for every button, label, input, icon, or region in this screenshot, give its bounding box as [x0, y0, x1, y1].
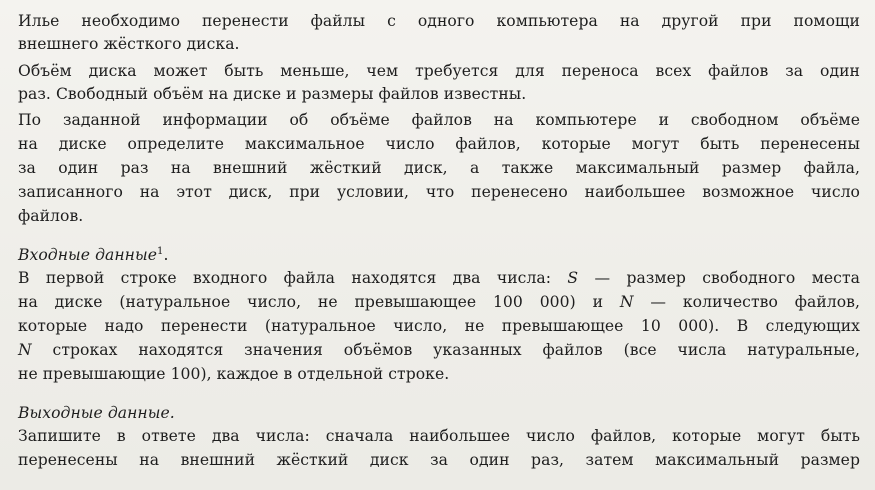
input-data-heading-period: . [163, 246, 169, 264]
input-line-1-part-b: — размер свободного места [578, 269, 860, 287]
input-data-line-4 [18, 339, 860, 362]
input-data-heading-text: Входные данные [18, 246, 158, 264]
input-data-line-3: которые надо перенести (натуральное число, не превышающее 10 000). В следующих [18, 317, 860, 335]
paragraph-3-line-5: файлов. [18, 207, 84, 225]
input-line-4-part-b: строках находятся значения объёмов указанных файлов (все числа натуральные, [31, 341, 860, 359]
paragraph-3-line-1: По заданной информации об объёме файлов на компьютере и свободном объёме [18, 111, 860, 129]
paragraph-2-line-2: раз. Свободный объём на диске и размеры файлов известны. [18, 85, 527, 103]
output-data-line-2: перенесены на внешний жёсткий диск за один раз, затем максимальный размер [18, 451, 860, 469]
input-data-line-1 [18, 267, 860, 290]
paragraph-2-line-1: Объём диска может быть меньше, чем требуется для переноса всех файлов за один [18, 62, 860, 80]
output-data-line-1: Запишите в ответе два числа: сначала наибольшее число файлов, которые могут быть [18, 427, 860, 445]
output-data-heading: Выходные данные. [18, 404, 175, 422]
input-line-1-part-a: В первой строке входного файла находятся два числа: [18, 269, 568, 287]
variable-s: S [567, 269, 579, 287]
footnote-mark: 1 [157, 246, 164, 257]
variable-n-2: N [18, 341, 32, 359]
paragraph-3-line-2: на диске определите максимальное число файлов, которые могут быть перенесены [18, 135, 860, 153]
input-line-2-part-b: — количество файлов, [633, 293, 860, 311]
input-data-line-5: не превышающие 100), каждое в отдельной строке. [18, 365, 450, 383]
input-data-heading [18, 244, 168, 267]
paragraph-1-line-1: Илье необходимо перенести файлы с одного компьютера на другой при помощи [18, 12, 860, 30]
paragraph-3-line-4: записанного на этот диск, при условии, что перенесено наибольшее возможное число [18, 183, 860, 201]
variable-n: N [619, 293, 634, 311]
paragraph-3-line-3: за один раз на внешний жёсткий диск, а также максимальный размер файла, [18, 159, 860, 177]
input-data-line-2 [18, 291, 860, 314]
paragraph-1-line-2: внешнего жёсткого диска. [18, 35, 240, 53]
input-line-2-part-a: на диске (натуральное число, не превышающее 100 000) и [18, 293, 620, 311]
